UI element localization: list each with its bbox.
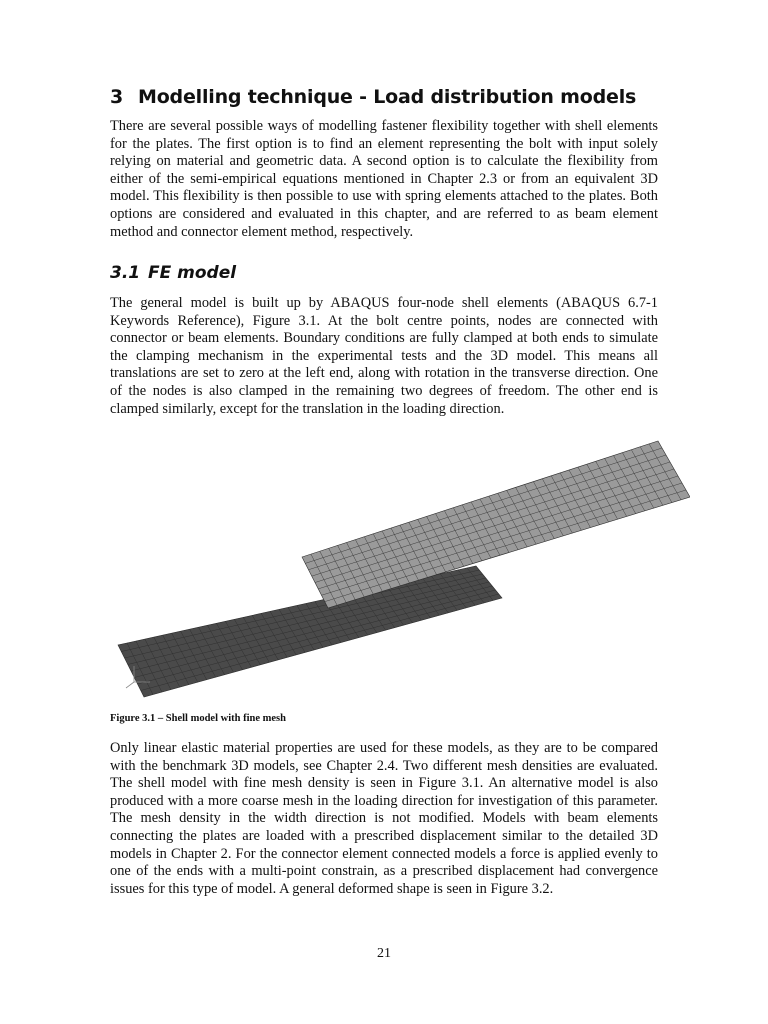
- fe-shell-model-figure: [110, 430, 690, 700]
- mesh-line: [315, 469, 674, 583]
- section-heading: [110, 86, 670, 108]
- subsection-heading: [110, 263, 236, 283]
- shell-model-illustration: [110, 430, 690, 700]
- section-title: Modelling technique - Load distribution models: [138, 86, 637, 108]
- page-number: 21: [377, 946, 391, 961]
- lower-plate: [118, 566, 502, 697]
- figure-caption: Figure 3.1 – Shell model with fine mesh: [110, 713, 286, 724]
- body-paragraph: Only linear elastic material properties are used for these models, as they are to be compared with the benchmark 3D models, see Chapter 2.4. Two different mesh densities are evaluated. The shell model with fine mesh density is seen in Figure 3.1. An alternative model is also produced with a more coarse mesh in the loading direction for investigation of this parameter. The mesh density in the width direction is not modified. Models with beam elements connecting the plates are loaded with a prescribed displacement similar to the detailed 3D models in Chapter 2. For the connector element connected models a force is applied evenly to one of the ends with a multi-point constrain, as a prescribed displacement had convergence issues for this type of model. A general deformed shape is seen in Figure 3.2.: [110, 740, 658, 897]
- section-paragraph: There are several possible ways of modelling fastener flexibility together with shell elements for the plates. The first option is to find an element representing the bolt with input solely relying on material and geometric data. A second option is to calculate the flexibility from either of the semi-empirical equations mentioned in Chapter 2.3 or from an equivalent 3D model. This flexibility is then possible to use with spring elements attached to the plates. Both options are considered and evaluated in this chapter, and are referred to as beam element method and connector element method, respectively.: [110, 118, 658, 240]
- section-number: 3: [110, 86, 124, 108]
- mesh-line: [131, 582, 489, 671]
- subsection-title: FE model: [148, 263, 237, 283]
- subsection-paragraph: The general model is built up by ABAQUS four-node shell elements (ABAQUS 6.7-1 Keywords Reference), Figure 3.1. At the bolt centre points, nodes are connected with connector or beam elements. Boundary conditions are fully clamped at both ends to simulate the clamping mechanism in the experimental tests and the 3D model. This means all translations are set to zero at the left end, along with rotation in the transverse direction. One of the nodes is also clamped in the remaining two degrees of freedom. The other end is clamped similarly, except for the translation in the loading direction.: [110, 295, 658, 417]
- subsection-number: 3.1: [110, 263, 141, 283]
